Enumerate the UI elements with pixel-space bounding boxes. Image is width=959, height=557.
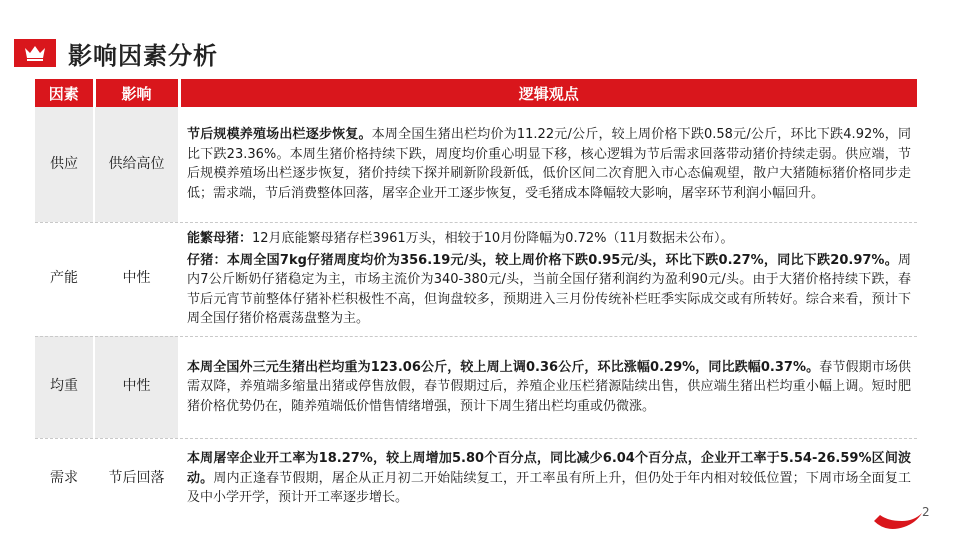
logic-text: 周内7公斤断奶仔猪稳定为主，市场主流价为340-380元/头，当前全国仔猪利润约为盈利90元/头。由于大猪价格持续下跌，春节后元宵节前整体仔猪补栏积极性不高，但询盘较多，预期进入三月份传统补栏旺季实际成交或有所转好。综合来看，预计下周全国仔猪价格震荡盘整为主。: [187, 252, 911, 327]
factor-cell: 产能: [35, 222, 94, 336]
page-title: 影响因素分析: [68, 41, 218, 70]
factor-cell: 均重: [35, 336, 94, 438]
impact-cell: 节后回落: [94, 438, 179, 518]
crown-icon: [24, 45, 46, 61]
logic-highlight: 能繁母猪：: [187, 231, 253, 247]
header-factor: 因素: [35, 79, 94, 107]
table-row-weight: [35, 336, 917, 438]
logic-text: 12月底能繁母猪存栏3961万头，相较于10月份降幅为0.72%（11月数据未公布）。: [252, 231, 734, 247]
impact-cell: 中性: [94, 222, 179, 336]
logic-cell: [179, 222, 917, 336]
logic-highlight: 仔猪：本周全国7kg仔猪周度均价为356.19元/头，较上周价格下跌0.95元/头，环比下跌0.27%，同比下跌20.97%。: [187, 252, 898, 268]
logic-highlight: 本周屠宰企业开工率为18.27%，较上周增加5.80个百分点，同比减少6.04个百分点，企业开工率于5.54-26.59%区间波动。: [187, 451, 911, 486]
logic-cell: [179, 438, 917, 518]
factor-cell: 需求: [35, 438, 94, 518]
impact-cell: 供给高位: [94, 107, 179, 222]
page-number: 2: [922, 505, 930, 519]
analysis-table: [35, 79, 917, 518]
header-impact: 影响: [94, 79, 179, 107]
factor-cell: 供应: [35, 107, 94, 222]
logic-text: 本周全国生猪出栏均价为11.22元/公斤，较上周价格下跌0.58元/公斤，环比下跌4.92%，同比下跌23.36%。本周生猪价格持续下跌，周度均价重心明显下移，核心逻辑为节后需求回落带动猪价持续走弱。供应端，节后规模养殖场出栏逐步恢复，猪价持续下探并刷新阶段新低，低价区间二次育肥入市心态偏观望，散户大猪随标猪价格同步走低；需求端，节后消费整体回落，屠宰企业开工逐步恢复，受毛猪成本降幅较大影响，屠宰环节利润小幅回升。: [187, 127, 911, 201]
table-row-demand: [35, 438, 917, 518]
title-bar: [14, 36, 218, 70]
logic-cell: [179, 107, 917, 222]
impact-cell: 中性: [94, 336, 179, 438]
table-row-supply: [35, 107, 917, 222]
logic-text: 周内正逢春节假期，屠企从正月初二开始陆续复工，开工率虽有所上升，但仍处于年内相对较低位置；下周市场全面复工及中小学开学，预计开工率逐步增长。: [187, 470, 911, 505]
logic-highlight: 节后规模养殖场出栏逐步恢复。: [187, 127, 372, 143]
title-badge: [14, 39, 56, 67]
logic-cell: [179, 336, 917, 438]
logic-highlight: 本周全国外三元生猪出栏均重为123.06公斤，较上周上调0.36公斤，环比涨幅0.29%，同比跌幅0.37%。: [187, 359, 820, 375]
table-header-row: [35, 79, 917, 107]
logic-text: 春节假期市场供需双降，养殖端多缩量出猪或停售放假，春节假期过后，养殖企业压栏猪源陆续出售，供应端生猪出栏均重小幅上调。短时肥猪价格优势仍在，随养殖端低价惜售情绪增强，预计下周生猪出栏均重或仍微涨。: [187, 359, 911, 414]
corner-swoosh-icon: [872, 493, 924, 533]
header-logic: 逻辑观点: [179, 79, 917, 107]
table-row-capacity: [35, 222, 917, 336]
